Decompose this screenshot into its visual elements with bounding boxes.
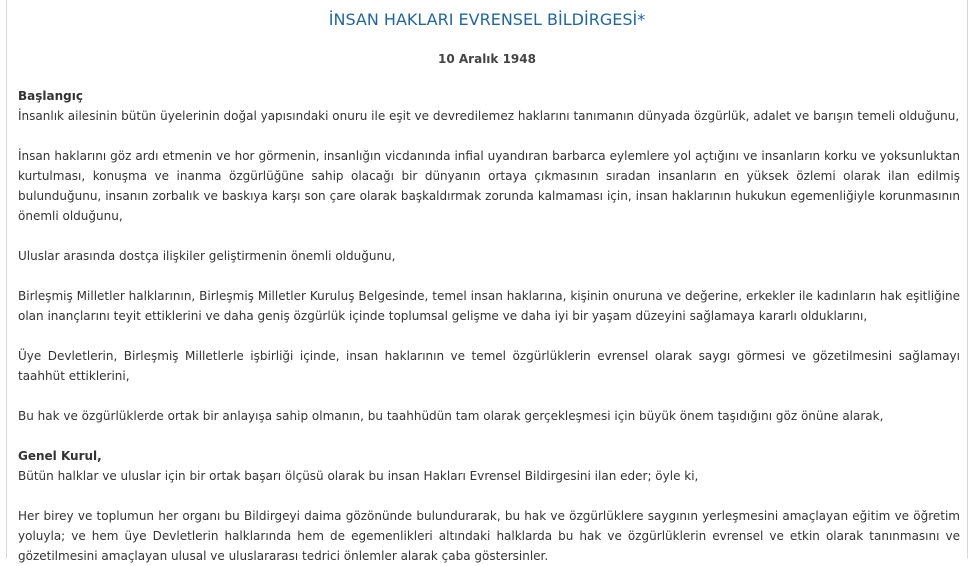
section-genel-kurul [18,446,960,486]
paragraph-1: İnsanlık ailesinin bütün üyelerinin doğal yapısındaki onuru ile eşit ve devredilemez haklarını tanımanın dünyada özgürlük, adalet ve barışın temeli olduğunu, [18,109,960,123]
paragraph-2: İnsan haklarını göz ardı etmenin ve hor görmenin, insanlığın vicdanında infial uyandıran barbarca eylemlere yol açtığını ve insanların korku ve yoksunluktan kurtulması, konuşma ve inanma özgürlüğüne sahip olacağı bir dünyanın ortaya çıkmasının sıradan insanların en yüksek özlemi olarak ilan edilmiş bulunduğunu, insanın zorbalık ve baskıya karşı son çare olarak başkaldırmak zorunda kalmaması için, insan haklarının hukukun egemenliğiyle korunmasının önemli olduğunu, [18,149,960,223]
heading-genel-kurul: Genel Kurul, [18,449,102,463]
paragraph-4: Birleşmiş Milletler halklarının, Birleşmiş Milletler Kuruluş Belgesinde, temel insan haklarına, kişinin onuruna ve değerine, erkekler ile kadınların hak eşitliğine olan inançlarını teyit ettiklerini ve daha geniş özgürlük içinde toplumsal gelişme ve daha iyi bir yaşam düzeyini sağlamaya kararlı olduklarını, [18,289,960,323]
paragraph-3: Uluslar arasında dostça ilişkiler geliştirmenin önemli olduğunu, [18,249,396,263]
heading-baslangic: Başlangıç [18,89,83,103]
section-baslangic [18,86,960,126]
document-date: 10 Aralık 1948 [438,52,536,66]
paragraph-8: Her birey ve toplumun her organı bu Bildirgeyi daima gözönünde bulundurarak, bu hak ve özgürlüklere saygının yerleşmesini amaçlayan eğitim ve öğretim yoluyla; ve hem üye Devletlerin halklarında hem de egemenlikleri altındaki halklarda bu hak ve özgürlüklerin evrensel ve etkin olarak tanınmasını ve gözetilmesini amaçlayan ulusal ve uluslararası tedrici önlemler alarak çaba göstersinler. [18,509,960,563]
document-frame [6,0,968,563]
document-title: İNSAN HAKLARI EVRENSEL BİLDİRGESİ* [328,10,646,29]
paragraph-5: Üye Devletlerin, Birleşmiş Milletlerle işbirliği içinde, insan haklarının ve temel özgürlüklerin evrensel olarak saygı görmesi ve gözetilmesini sağlamayı taahhüt ettiklerini, [18,349,960,383]
document-body [18,86,960,566]
paragraph-6: Bu hak ve özgürlüklerde ortak bir anlayışa sahip olmanın, bu taahhüdün tam olarak gerçekleşmesi için büyük önem taşıdığını göz önüne alarak, [18,409,884,423]
paragraph-7: Bütün halklar ve uluslar için bir ortak başarı ölçüsü olarak bu insan Hakları Evrensel Bildirgesini ilan eder; öyle ki, [18,469,699,483]
